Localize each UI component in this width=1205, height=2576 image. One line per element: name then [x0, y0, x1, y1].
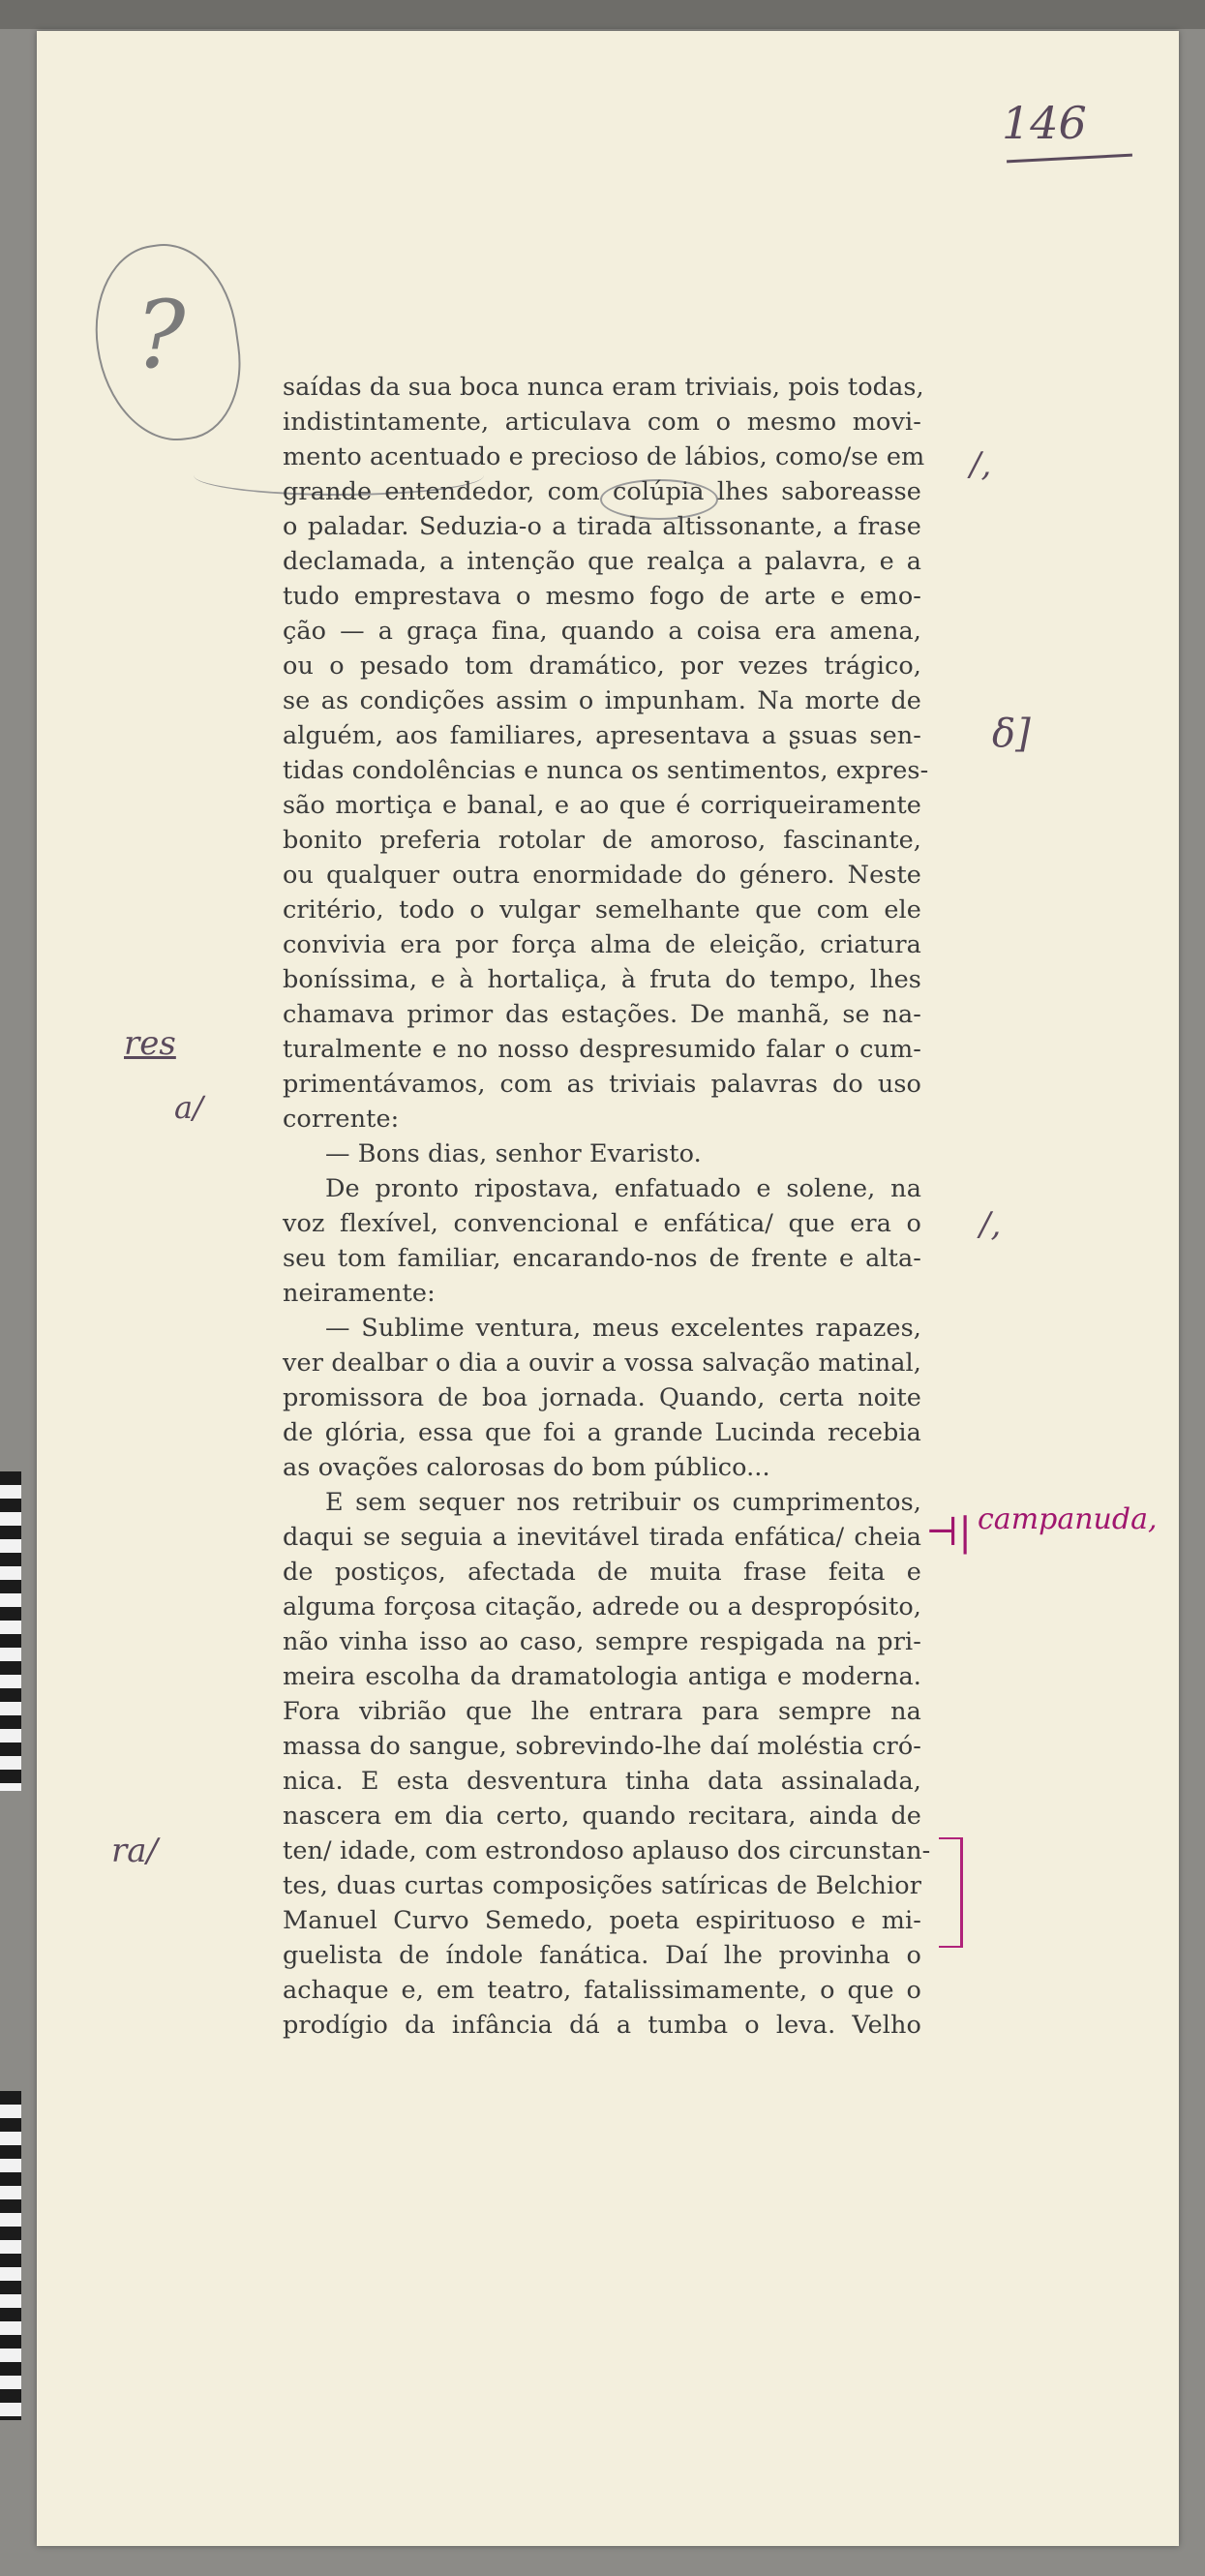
text-line: indistintamente, articulava com o mesmo movi- [283, 408, 921, 437]
text-line: primentávamos, com as triviais palavras do uso [283, 1070, 921, 1099]
text-line: nica. E esta desventura tinha data assinalada, [283, 1767, 921, 1796]
margin-bracket [939, 1837, 963, 1948]
text-line: corrente: [283, 1105, 400, 1134]
text-line: ou qualquer outra enormidade do género. Neste [283, 861, 921, 890]
text-line: de glória, essa que foi a grande Lucinda recebia [283, 1418, 921, 1447]
margin-note-res: res [124, 1024, 176, 1063]
question-mark: ? [136, 281, 186, 389]
text-line: daqui se seguia a inevitável tirada enfática/ cheia [283, 1523, 921, 1552]
text-line: tes, duas curtas composições satíricas de Belchior [283, 1871, 921, 1900]
text-line: são mortiça e banal, e ao que é corriqueiramente [283, 791, 921, 820]
text-line: meira escolha da dramatologia antiga e moderna. [283, 1662, 921, 1691]
body-text [283, 370, 931, 2043]
text-line: mento acentuado e precioso de lábios, como/se em [283, 442, 925, 471]
text-line: guelista de índole fanática. Daí lhe provinha o [283, 1941, 921, 1970]
scale-ruler-lower [0, 2091, 21, 2420]
text-line: — Sublime ventura, meus excelentes rapazes, [325, 1314, 921, 1343]
text-line: boníssima, e à hortaliça, à fruta do tempo, lhes [283, 965, 921, 994]
text-line: alguém, aos familiares, apresentava a ʂsuas sen- [283, 721, 921, 750]
text-line: grande entendedor, com colúpia lhes saboreasse [283, 477, 921, 506]
text-line: — Bons dias, senhor Evaristo. [325, 1139, 702, 1168]
text-line: tudo emprestava o mesmo fogo de arte e emo- [283, 582, 921, 611]
text-line: ver dealbar o dia a ouvir a vossa salvação matinal, [283, 1349, 921, 1378]
text-line: chamava primor das estações. De manhã, se na- [283, 1000, 921, 1029]
text-line: ten/ idade, com estrondoso aplauso dos circunstan- [283, 1836, 931, 1865]
text-line: bonito preferia rotolar de amoroso, fascinante, [283, 826, 921, 855]
text-line: prodígio da infância dá a tumba o leva. Velho [283, 2011, 921, 2040]
text-line: saídas da sua boca nunca eram triviais, pois todas, [283, 373, 924, 402]
text-line: critério, todo o vulgar semelhante que com ele [283, 895, 921, 924]
text-line: promissora de boa jornada. Quando, certa noite [283, 1383, 921, 1412]
page-number: 146 [1002, 97, 1087, 149]
text-line: tidas condolências e nunca os sentimentos, expres- [283, 756, 929, 785]
text-line: voz flexível, convencional e enfática/ que era o [283, 1209, 921, 1238]
text-line: achaque e, em teatro, fatalissimamente, o que o [283, 1976, 921, 2005]
text-line: E sem sequer nos retribuir os cumprimentos, [325, 1488, 921, 1517]
text-line: massa do sangue, sobrevindo-lhe daí moléstia cró- [283, 1732, 921, 1761]
text-line: de postiços, afectada de muita frase feita e [283, 1558, 921, 1587]
text-line: convivia era por força alma de eleição, criatura [283, 930, 921, 959]
margin-delete-mark: δ] [992, 712, 1031, 756]
text-line: as ovações calorosas do bom público... [283, 1453, 770, 1482]
text-line: Fora vibrião que lhe entrara para sempre na [283, 1697, 921, 1726]
margin-note-campanuda: campanuda, [978, 1502, 1158, 1536]
margin-comma-mark-2: /, [979, 1205, 1002, 1244]
text-line: se as condições assim o impunham. Na morte de [283, 686, 921, 715]
text-line: seu tom familiar, encarando-nos de frente e alta- [283, 1244, 921, 1273]
text-line: alguma forçosa citação, adrede ou a despropósito, [283, 1592, 921, 1621]
text-line: turalmente e no nosso despresumido falar o cum- [283, 1035, 921, 1064]
text-line: nascera em dia certo, quando recitara, ainda de [283, 1802, 921, 1831]
scan-border-top [0, 0, 1205, 29]
margin-comma-mark-1: /, [970, 445, 992, 484]
margin-insert-mark: ⊣| [925, 1510, 972, 1555]
text-line: o paladar. Seduzia-o a tirada altissonante, a frase [283, 512, 921, 541]
text-line: ção — a graça fina, quando a coisa era amena, [283, 617, 921, 646]
text-line: ou o pesado tom dramático, por vezes trágico, [283, 652, 921, 681]
text-line: não vinha isso ao caso, sempre respigada na pri- [283, 1627, 921, 1656]
margin-note-a: a/ [174, 1089, 203, 1126]
scale-ruler-upper [0, 1471, 21, 1791]
text-line: Manuel Curvo Semedo, poeta espirituoso e mi- [283, 1906, 921, 1935]
margin-note-ra: ra/ [111, 1832, 158, 1870]
text-line: neiramente: [283, 1279, 436, 1308]
text-line: De pronto ripostava, enfatuado e solene, na [325, 1174, 921, 1203]
text-line: declamada, a intenção que realça a palavra, e a [283, 547, 921, 576]
